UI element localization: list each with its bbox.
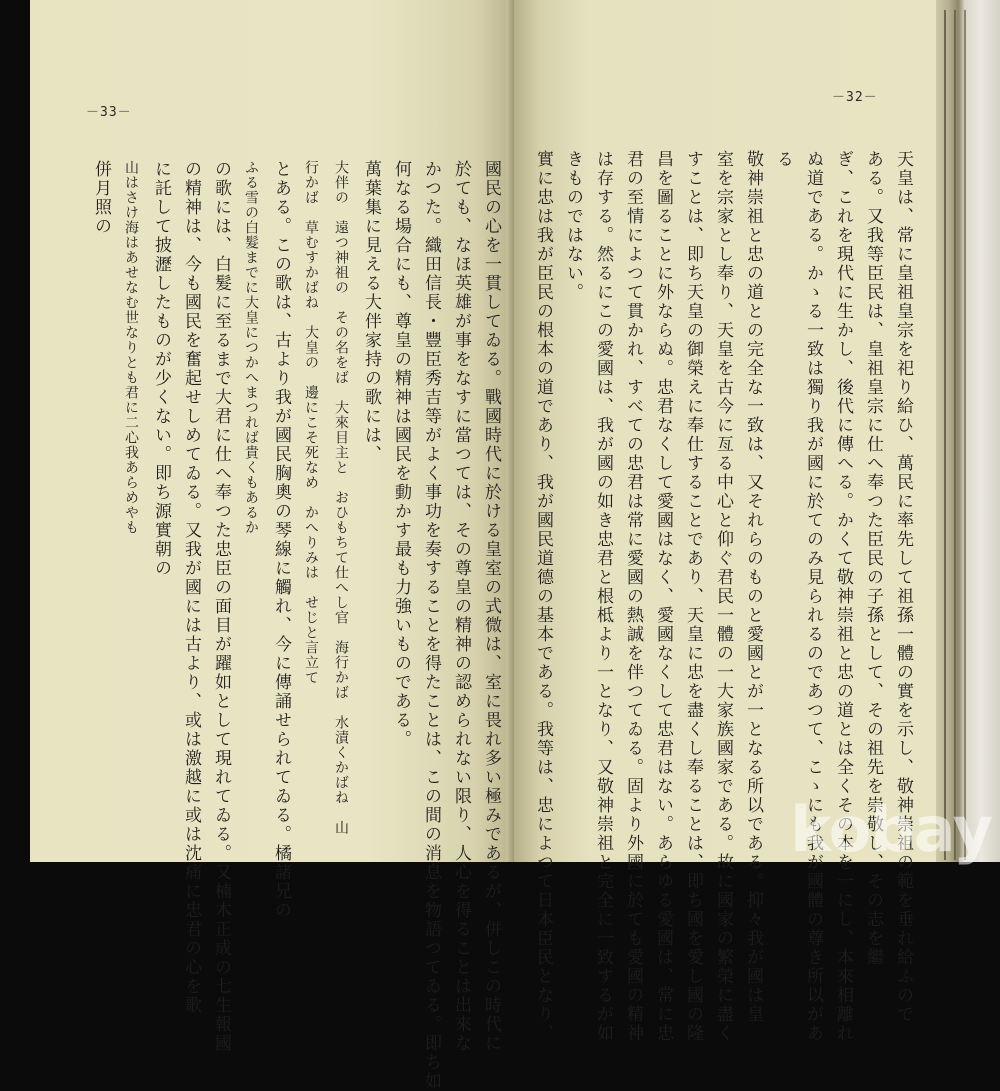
left-page-text	[86, 160, 506, 1091]
text-column: の歌には、白髮に至るまで大君に仕へ奉つた忠臣の面目が躍如として現れてゐる。又楠木正成の七生報國	[211, 160, 231, 1053]
text-column: は存する。然るにこの愛國は、我が國の如き忠君と根柢より一となり、又敬神崇祖と完全に一致するが如	[593, 150, 613, 1043]
page-number-left: －33－	[86, 105, 132, 120]
edge-line	[954, 10, 956, 860]
text-column: きものではない。	[563, 150, 583, 302]
poem-column: ふる雪の白髮までに大皇につかへまつれば貴くもあるか	[243, 160, 259, 535]
text-column: ぬ道である。かゝる一致は獨り我が國に於てのみ見られるのであつて、こゝにも我が國體の尊き所以があ	[803, 150, 823, 1043]
text-column: 天皇は、常に皇祖皇宗を祀り給ひ、萬民に率先して祖孫一體の實を示し、敬神崇祖の範を垂れ給ふので	[893, 150, 913, 1024]
text-column: 萬葉集に見える大伴家持の歌には、	[361, 160, 381, 464]
edge-line	[964, 10, 966, 860]
text-column: 敬神崇祖と忠の道との完全な一致は、又それらのものと愛國とが一となる所以である。抑々我が國は皇	[743, 150, 763, 1024]
text-column: の精神は、今も國民を奮起せしめてゐる。又我が國には古より、或は激越に或は沈痛に忠君の心を歌	[181, 160, 201, 1015]
poem-column: 山はさけ海はあせなむ世なりとも君に二心我あらめやも	[123, 160, 139, 535]
text-column: に託して披瀝したものが少くない。即ち源實朝の	[151, 160, 171, 578]
page-number-right: －32－	[832, 90, 878, 105]
text-column: 昌を圖ることに外ならぬ。忠君なくして愛國はなく、愛國なくして忠君はない。あらゆる愛國は、常に忠	[653, 150, 673, 1043]
text-column: 併月照の	[91, 160, 111, 236]
text-column: すことは、即ち天皇の御榮えに奉仕することであり、天皇に忠を盡くし奉ることは、即ち國を愛し國の隆	[683, 150, 703, 1043]
text-column: 國民の心を一貫してゐる。戰國時代に於ける皇室の式微は、室に畏れ多い極みであるが、併しこの時代に	[481, 160, 501, 1053]
poem-column: 大伴の 遠つ神祖の その名をば 大來目主と おひもちて仕へし官 海行かば 水漬くかばね 山	[333, 160, 349, 835]
text-column: 實に忠は我が臣民の根本の道であり、我が國民道德の基本である。我等は、忠によつて日本臣民となり、	[533, 150, 553, 1043]
text-column: ぎ、これを現代に生かし、後代に傳へる。かくて敬神崇祖と忠の道とは全くその本を一にし、本來相離れ	[833, 150, 853, 1043]
watermark-logo: kobay	[790, 793, 992, 866]
text-column: 何なる場合にも、尊皇の精神は國民を動かす最も力強いものである。	[391, 160, 411, 749]
text-column: 於ても、なほ英雄が事をなすに當つては、その尊皇の精神の認められない限り、人心を得ることは出來な	[451, 160, 471, 1053]
text-column: とある。この歌は、古より我が國民胸奧の琴線に觸れ、今に傳誦せられてゐる。橘諸兄の	[271, 160, 291, 920]
text-column: 君の至情によつて貫かれ、すべての忠君は常に愛國の熱誠を伴つてゐる。固より外國に於ても愛國の精神	[623, 150, 643, 1043]
text-column: ある。又我等臣民は、皇祖皇宗に仕へ奉つた臣民の子孫として、その祖先を崇敬し、その志を繼	[863, 150, 883, 967]
text-column: かつた。織田信長・豐臣秀吉等がよく事功を奏することを得たことは、この間の消息を物語つてゐる。即ち如	[421, 160, 441, 1091]
text-column: 室を宗家とし奉り、天皇を古今に亙る中心と仰ぐ君民一體の一大家族國家である。故に國家の繁榮に盡く	[713, 150, 733, 1043]
edge-line	[944, 10, 946, 860]
page-edges	[936, 0, 1000, 862]
poem-column: 行かば 草むすかばね 大皇の 邊にこそ死なめ かへりみは せじと言立て	[303, 160, 319, 685]
text-column: る	[773, 150, 793, 169]
